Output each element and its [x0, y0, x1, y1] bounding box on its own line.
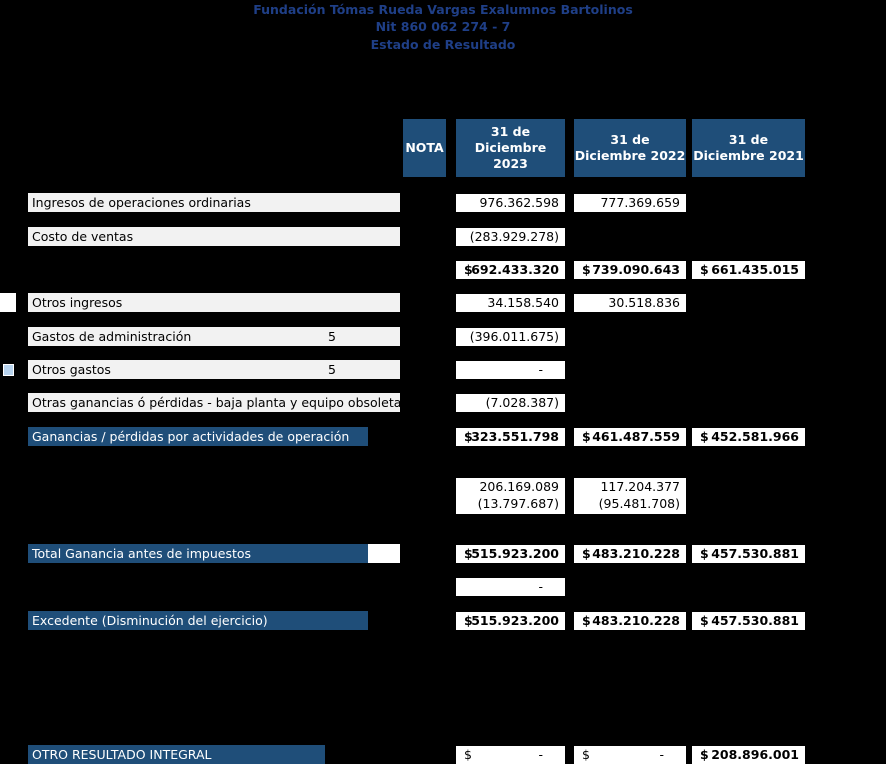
value-otros-ingresos-2022: 30.518.836 [574, 294, 686, 312]
currency-symbol: $ [700, 613, 709, 628]
value-otras-ganancias-2023: (7.028.387) [456, 394, 565, 412]
row-label-costo-ventas: Costo de ventas [28, 227, 400, 246]
value-otros-gastos-2023: - [456, 361, 565, 379]
row-label-ori: OTRO RESULTADO INTEGRAL [28, 745, 325, 764]
row-marker [0, 293, 16, 312]
currency-symbol: $ [582, 262, 591, 277]
amount: 483.210.228 [592, 613, 680, 628]
row-label-otros-ingresos: Otros ingresos [28, 293, 400, 312]
amount: 457.530.881 [711, 546, 799, 561]
currency-symbol: $ [582, 429, 591, 444]
value-antes-impuestos-2022 [574, 545, 686, 563]
value-operacion-2021 [692, 428, 805, 446]
currency-symbol: $ [700, 546, 709, 561]
value-ori-2021 [692, 746, 805, 764]
company-nit: Nit 860 062 274 - 7 [375, 19, 511, 34]
value-utilidad-bruta-2021 [692, 261, 805, 279]
value-gastos-admin-2023: (396.011.675) [456, 328, 565, 346]
currency-symbol: $ [582, 747, 590, 762]
row-label-gastos-admin: Gastos de administración [28, 327, 400, 346]
amount: 457.530.881 [711, 613, 799, 628]
currency-symbol: $ [700, 429, 709, 444]
comment-icon[interactable] [3, 364, 14, 376]
value-operacion-2022 [574, 428, 686, 446]
row-label-ingresos: Ingresos de operaciones ordinarias [28, 193, 400, 212]
currency-symbol: $ [464, 747, 472, 762]
value-ingresos-2022: 777.369.659 [574, 194, 686, 212]
column-header-2023: 31 de Diciembre 2023 [456, 119, 565, 177]
column-header-2022: 31 de Diciembre 2022 [574, 119, 686, 177]
value-otros-ingresos-2023: 34.158.540 [456, 294, 565, 312]
value-costo-ventas-2023: (283.929.278) [456, 228, 565, 246]
amount: 661.435.015 [711, 262, 799, 277]
row-label-excedente: Excedente (Disminución del ejercicio) [28, 611, 368, 630]
financieros-2023 [456, 478, 565, 514]
nota-gastos-admin: 5 [328, 329, 336, 344]
nota-otros-gastos: 5 [328, 362, 336, 377]
ingresos-financieros-2022: 117.204.377 [600, 479, 680, 494]
amount: 208.896.001 [711, 747, 799, 762]
value-impuestos-2023: - [456, 578, 565, 596]
amount: 515.923.200 [471, 613, 559, 628]
value-ori-2022 [574, 746, 686, 764]
amount: 461.487.559 [592, 429, 680, 444]
amount: 515.923.200 [471, 546, 559, 561]
amount: 739.090.643 [592, 262, 680, 277]
currency-symbol: $ [464, 429, 473, 444]
currency-symbol: $ [700, 747, 709, 762]
currency-symbol: $ [464, 613, 473, 628]
gastos-financieros-2023: (13.797.687) [477, 496, 559, 511]
financieros-2022 [574, 478, 686, 514]
currency-symbol: $ [464, 546, 473, 561]
nota-column-header: NOTA [403, 119, 446, 177]
value-antes-impuestos-2023 [456, 545, 565, 563]
value-utilidad-bruta-2023 [456, 261, 565, 279]
row-label-ganancias-operacion: Ganancias / pérdidas por actividades de operación [28, 427, 368, 446]
currency-symbol: $ [464, 262, 473, 277]
value-ori-2023 [456, 746, 565, 764]
gastos-financieros-2022: (95.481.708) [598, 496, 680, 511]
value-operacion-2023 [456, 428, 565, 446]
company-name: Fundación Tómas Rueda Vargas Exalumnos Bartolinos [253, 2, 633, 17]
row-label-otras-ganancias: Otras ganancias ó pérdidas - baja planta y equipo obsoleta [28, 393, 400, 412]
value-excedente-2022 [574, 612, 686, 630]
column-header-2021: 31 de Diciembre 2021 [692, 119, 805, 177]
currency-symbol: $ [582, 546, 591, 561]
row-label-otros-gastos: Otros gastos [28, 360, 400, 379]
amount: 692.433.320 [471, 262, 559, 277]
amount: 323.551.798 [471, 429, 559, 444]
amount: 452.581.966 [711, 429, 799, 444]
currency-symbol: $ [700, 262, 709, 277]
value-utilidad-bruta-2022 [574, 261, 686, 279]
value-excedente-2023 [456, 612, 565, 630]
value-antes-impuestos-2021 [692, 545, 805, 563]
row-label-antes-impuestos: Total Ganancia antes de impuestos [28, 544, 368, 563]
amount: - [538, 747, 543, 762]
amount: 483.210.228 [592, 546, 680, 561]
amount: - [659, 747, 664, 762]
report-title: Estado de Resultado [370, 37, 516, 52]
currency-symbol: $ [582, 613, 591, 628]
ingresos-financieros-2023: 206.169.089 [479, 479, 559, 494]
value-ingresos-2023: 976.362.598 [456, 194, 565, 212]
label-extension [368, 544, 400, 563]
value-excedente-2021 [692, 612, 805, 630]
